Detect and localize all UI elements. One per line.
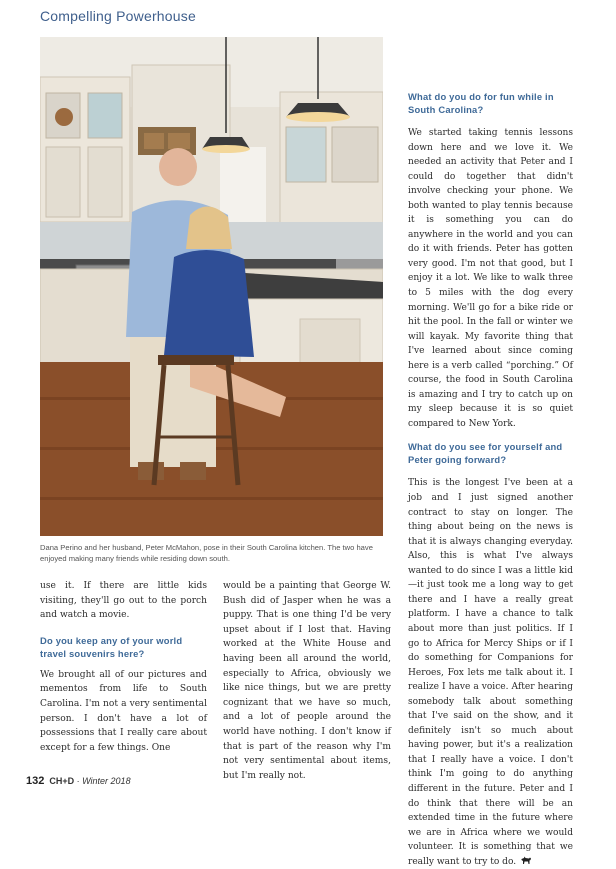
body-paragraph: We brought all of our pictures and mementos from life to South Carolina. I'm not a very sentimental person. I don't have a lot of possessions that I really care about except for a few things. One bbox=[40, 669, 207, 753]
body-paragraph: use it. If there are little kids visiting, they'll go out to the porch and watch a movie. bbox=[40, 581, 207, 621]
interview-question: What do you do for fun while in South Carolina? bbox=[408, 91, 554, 115]
body-paragraph: would be a painting that George W. Bush did of Jasper when he was a puppy. That is one thing I'd be very upset about if I lost that. Having worked at the White House and having been all around the world, especially to Africa, obviously we like nice things, but we are pretty cognizant that we have so much, and a lot of people around the world have nothing. I don't know if that is part of the reason why I'm not very sentimental about items, but I'm really not. bbox=[223, 581, 391, 781]
page-footer bbox=[26, 775, 131, 787]
closing-paragraph-text: This is the longest I've been at a job and I just signed another contract to stay on longer. The thing about being on the news is that it is always changing everyday. Also, this is what I've always wanted to do since I was a little kid—it just took me a long way to get there and I have a really great platform. I have a chance to talk about more than just politics. If I go to Africa for Mercy Ships or if I do something for Companions for Heroes, Fox lets me talk about it. I realize I have a voice. After hearing somebody talk about something that I've said on the show, and it definitely isn't so much about having power, but it's a realization that I really have a voice. I don't think I'm going to do anything different in the future. Peter and I do think that there will be an extended time in the future where we are in Africa where we would volunteer. It is something that we really want to try to do. bbox=[408, 478, 573, 867]
page-number: 132 bbox=[26, 775, 45, 787]
interview-question: What do you see for yourself and Peter going forward? bbox=[408, 441, 563, 466]
interview-question: Do you keep any of your world travel souvenirs here? bbox=[40, 634, 183, 659]
section-title: Compelling Powerhouse bbox=[40, 8, 196, 24]
body-paragraph: We started taking tennis lessons down here and we love it. We needed an activity that Peter and I could do together that didn't involve checking your phone. We both wanted to play tennis because it is something you can do anywhere in the world and you can do it with friends. Peter has gotten very good. I'm not that good, but I enjoy it a lot. We like to walk three to 5 miles with the dog every morning. We'll go for a bike ride or hit the pool. In the fall or winter we will kayak. My favorite thing that I've learned about since coming here is a verb called “porching.” Of course, the food in South Carolina is amazing and I try to catch up on my sleep because it is so quiet compared to New York. bbox=[408, 128, 573, 429]
footer-separator: · bbox=[74, 776, 83, 786]
magazine-name: CH+D bbox=[49, 776, 75, 786]
photo-caption: Dana Perino and her husband, Peter McMahon, pose in their South Carolina kitchen. The two have enjoyed making many friends while residing down south. bbox=[40, 543, 373, 563]
issue-label: Winter 2018 bbox=[82, 776, 131, 786]
article-column-2 bbox=[223, 579, 391, 783]
feature-photo bbox=[40, 37, 383, 536]
article-column-1 bbox=[40, 579, 207, 755]
dog-end-mark-icon bbox=[520, 855, 532, 865]
article-column-3 bbox=[408, 90, 573, 869]
body-paragraph bbox=[408, 476, 573, 869]
